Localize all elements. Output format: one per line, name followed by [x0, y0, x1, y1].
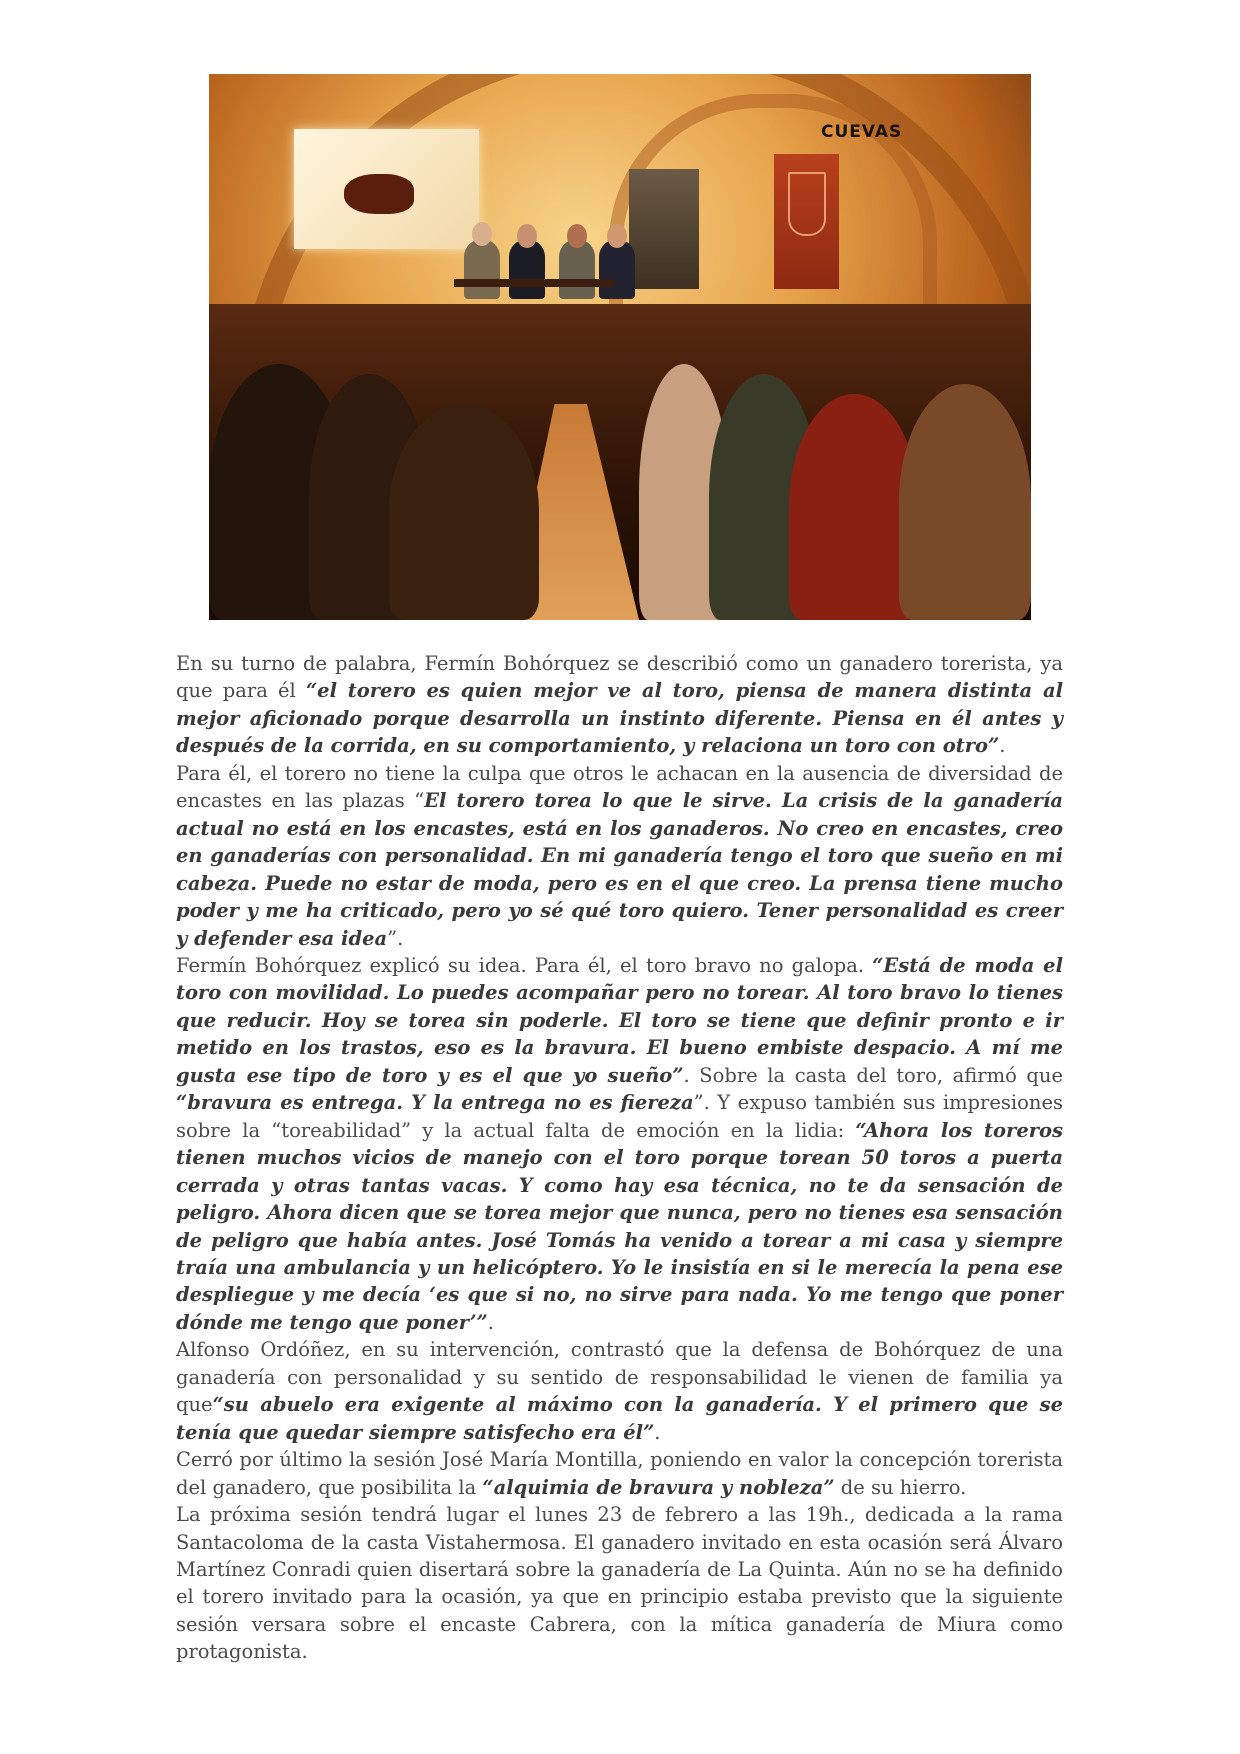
photo-watermark: CUEVAS — [821, 122, 903, 142]
red-banner — [774, 154, 839, 289]
crest-icon — [788, 172, 826, 236]
quote-text: “Ahora los toreros tienen muchos vicios de manejo con el toro porque torean 50 toros a puerta cerrada y otras tantas vacas. Y como hay esa técnica, no te da sensación de peligro. Ahora dicen que se torea mejor que nunca, pero no tienes esa sensación de peligro que había antes. José Tomás ha venido a torear a mi casa y siempre traía una ambulancia y un helicóptero. Yo le insistía en si le merecía la pena ese despliegue y me decía ‘es que si no, no sirve para nada. Yo me tengo que poner dónde me tengo que poner’” — [176, 1118, 1063, 1334]
paragraph — [176, 650, 1063, 760]
panelist — [464, 239, 500, 299]
panelist-head — [517, 224, 537, 248]
body-text: . — [999, 734, 1006, 758]
body-text: . — [487, 1310, 494, 1334]
body-text: ”. Y expuso también sus impresiones sobre la “toreabilidad” y la actual falta de emoción en la lidia: — [176, 1091, 1063, 1142]
quote-text: “su abuelo era exigente al máximo con la ganadería. Y el primero que se tenía que quedar siempre satisfecho era él” — [176, 1393, 1063, 1444]
audience-member — [389, 404, 539, 620]
panelist — [559, 239, 595, 299]
article-body — [176, 650, 1063, 1666]
body-text: de su hierro. — [834, 1475, 967, 1499]
quote-text: “bravura es entrega. Y la entrega no es fiereza — [176, 1091, 694, 1115]
quote-text: El torero torea lo que le sirve. La crisis de la ganadería actual no está en los encastes, está en los ganaderos. No creo en encastes, creo en ganaderías con personalidad. En mi ganadería tengo el toro que sueño en mi cabeza. Puede no estar de moda, pero es en el que creo. La prensa tiene mucho poder y me ha criticado, pero yo sé qué toro quiero. Tener personalidad es creer y defender esa idea — [176, 789, 1063, 950]
projection-screen — [294, 129, 479, 249]
paragraph — [176, 760, 1063, 952]
panelist-head — [472, 222, 492, 246]
panelist — [599, 239, 635, 299]
quote-text: “el torero es quien mejor ve al toro, piensa de manera distinta al mejor aficionado porque desarrolla un instinto diferente. Piensa en él antes y después de la corrida, en su comportamiento, y relaciona un toro con otro” — [176, 679, 1063, 758]
body-text: ”. — [387, 926, 404, 950]
bull-image — [344, 174, 414, 214]
paragraph — [176, 952, 1063, 1336]
body-text: . — [654, 1420, 661, 1444]
body-text: . Sobre la casta del toro, afirmó que — [683, 1063, 1063, 1087]
event-photo — [209, 74, 1031, 620]
panelist — [509, 239, 545, 299]
panelist-head — [567, 224, 587, 248]
body-text: En su turno de palabra, Fermín Bohórquez se describió como un ganadero torerista, ya que para él — [176, 652, 1063, 703]
body-text: Fermín Bohórquez explicó su idea. Para él, el toro bravo no galopa. — [176, 953, 873, 977]
body-text: Alfonso Ordóñez, en su intervención, contrastó que la defensa de Bohórquez de una ganadería con personalidad y su sentido de responsabilidad le vienen de familia ya que — [176, 1338, 1063, 1417]
body-text: La próxima sesión tendrá lugar el lunes 23 de febrero a las 19h., dedicada a la rama Santacoloma de la casta Vistahermosa. El ganadero invitado en esta ocasión será Álvaro Martínez Conradi quien disertará sobre la ganadería de La Quinta. Aún no se ha definido el torero invitado para la ocasión, ya que en principio estaba previsto que la siguiente sesión versara sobre el encaste Cabrera, con la mítica ganadería de Miura como protagonista. — [176, 1503, 1063, 1664]
paragraph — [176, 1501, 1063, 1666]
paragraph — [176, 1336, 1063, 1446]
body-text: Para él, el torero no tiene la culpa que otros le achacan en la ausencia de diversidad de encastes en las plazas “ — [176, 761, 1063, 813]
audience-member — [899, 384, 1031, 620]
panel-table — [454, 279, 614, 287]
body-text: Cerró por último la sesión José María Montilla, poniendo en valor la concepción torerista del ganadero, que posibilita la — [176, 1448, 1063, 1499]
paragraph — [176, 1446, 1063, 1501]
grey-banner — [629, 169, 699, 289]
quote-text: “Está de moda el toro con movilidad. Lo puedes acompañar pero no torear. Al toro bravo lo tienes que reducir. Hoy se torea sin poderle. El toro se tiene que definir pronto e ir metido en los trastos, eso es la bravura. El bueno embiste despacio. A mí me gusta ese tipo de toro y es el que yo sueño” — [176, 953, 1063, 1087]
quote-text: “alquimia de bravura y nobleza” — [482, 1475, 835, 1499]
panelist-head — [607, 224, 627, 248]
